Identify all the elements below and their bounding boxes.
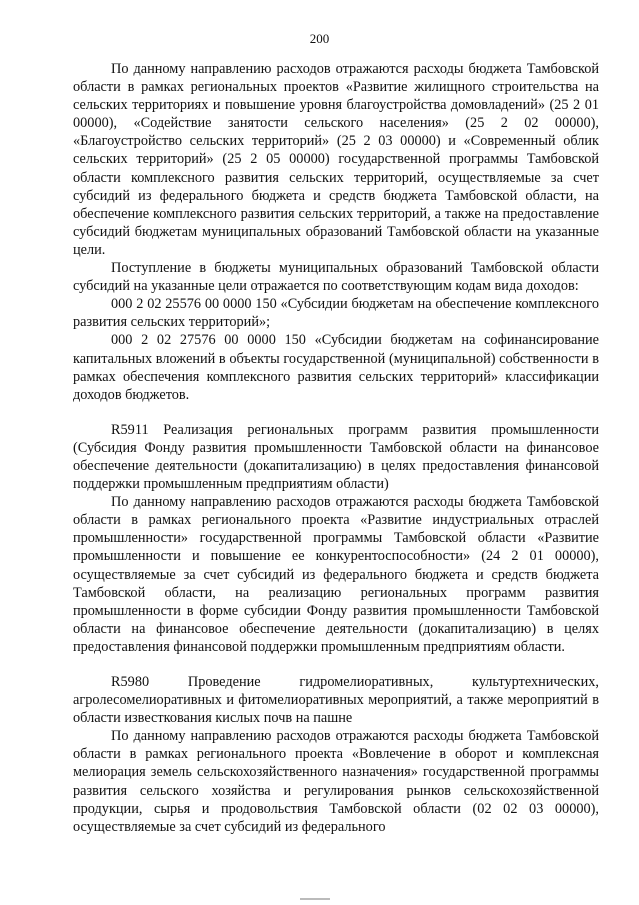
- heading-r5911: R5911 Реализация региональных программ развития промышленности (Субсидия Фонду развития промышленности Тамбовской области на финансовое обеспечение деятельности (докапитализацию) в целях предоставления финансовой поддержки промышленным предприятиям области): [73, 421, 599, 493]
- paragraph-rural-development-expenses: По данному направлению расходов отражаются расходы бюджета Тамбовской области в рамках региональных проектов «Развитие жилищного строительства на сельских территориях и повышение уровня благоустройства домовладений» (25 2 01 00000), «Содействие занятости сельского населения» (25 2 02 00000), «Благоустройство сельских территорий» (25 2 03 00000) и «Современный облик сельских территорий» (25 2 05 00000) государственной программы Тамбовской области комплексного развития сельских территорий, осуществляемые за счет субсидий из федерального бюджета и средств бюджета Тамбовской области, на обеспечение комплексного развития сельских территорий, а также на предоставление субсидий бюджетам муниципальных образований Тамбовской области на указанные цели.: [73, 61, 599, 258]
- paragraph-income-code-27576: 000 2 02 27576 00 0000 150 «Субсидии бюджетам на софинансирование капитальных вложений в объекты государственной (муниципальной) собственности в рамках обеспечения комплексного развития сельских территорий» классификации доходов бюджетов.: [73, 332, 599, 403]
- section-gap: [73, 656, 599, 673]
- page-bottom-mark: [300, 898, 330, 900]
- paragraph-income-code-25576: 000 2 02 25576 00 0000 150 «Субсидии бюджетам на обеспечение комплексного развития сельских территорий»;: [73, 296, 599, 331]
- paragraph-r5911-description: По данному направлению расходов отражаются расходы бюджета Тамбовской области в рамках регионального проекта «Развитие индустриальных отраслей промышленности» государственной программы Тамбовской области «Развитие промышленности и повышение ее конкурентоспособности» (24 2 01 00000), осуществляемые за счет субсидий из федерального бюджета и средств бюджета Тамбовской области, на реализацию региональных программ развития промышленности в форме субсидии Фонду развития промышленности Тамбовской области на финансовое обеспечение деятельности (докапитализацию) в целях предоставления финансовой поддержки промышленным предприятиям области.: [73, 494, 599, 655]
- document-body: [73, 60, 599, 836]
- heading-r5980: R5980 Проведение гидромелиоративных, культуртехнических, агролесомелиоративных и фитомелиоративных мероприятий, а также мероприятий в области известкования кислых почв на пашне: [73, 674, 599, 727]
- section-gap: [73, 404, 599, 421]
- paragraph-r5980-description: По данному направлению расходов отражаются расходы бюджета Тамбовской области в рамках регионального проекта «Вовлечение в оборот и комплексная мелиорация земель сельскохозяйственного назначения» государственной программы развития сельского хозяйства и регулирования рынков сельскохозяйственной продукции, сырья и продовольствия Тамбовской области (02 02 03 00000), осуществляемые за счет субсидий из федерального: [73, 728, 599, 835]
- page-number: 200: [309, 31, 330, 46]
- paragraph-municipal-subsidy-receipts: Поступление в бюджеты муниципальных образований Тамбовской области субсидий на указанные цели отражается по соответствующим кодам вида доходов:: [73, 260, 599, 295]
